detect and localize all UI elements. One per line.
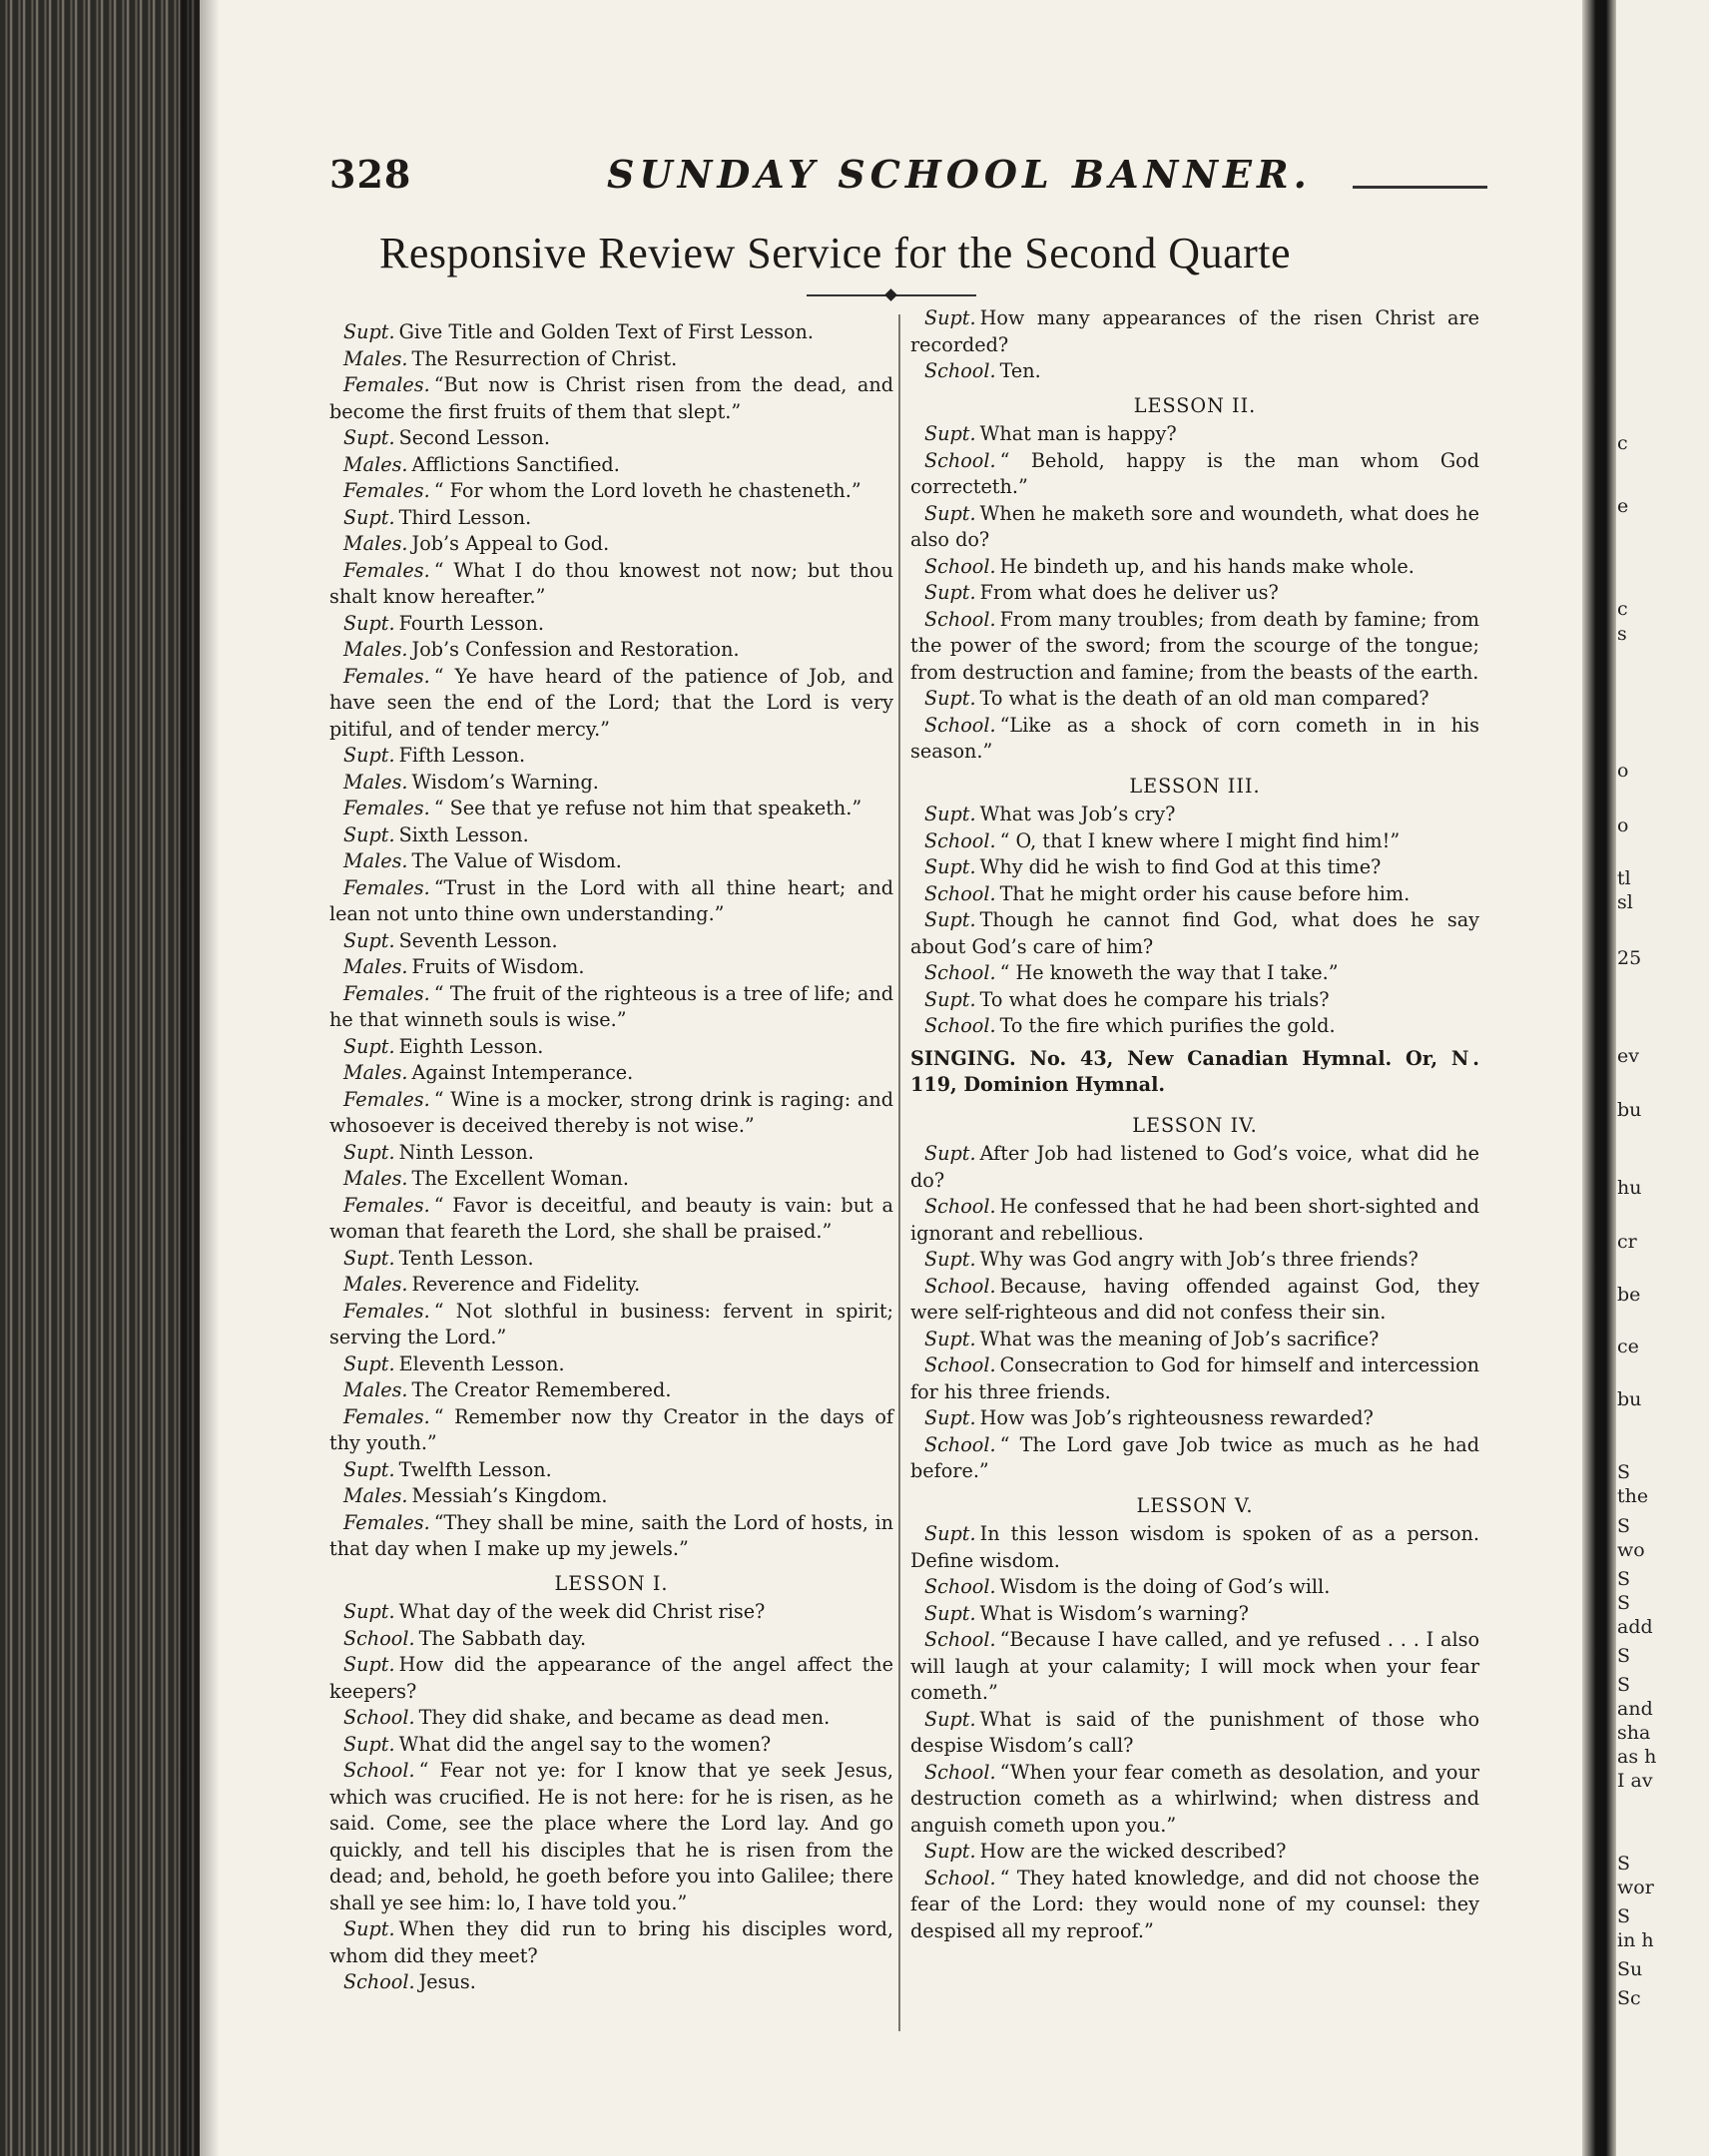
next-page-fragment: e: [1617, 495, 1629, 517]
next-page-fragment: and: [1617, 1698, 1653, 1720]
response-text: Seventh Lesson.: [398, 928, 558, 952]
response-text: “Like as a shock of corn cometh in in his season.”: [910, 713, 1479, 763]
responsive-line: [329, 1652, 893, 1705]
speaker-label: Supt.: [343, 1653, 395, 1676]
responsive-line: [910, 580, 1479, 607]
responsive-line: [910, 987, 1479, 1014]
speaker-label: Supt.: [924, 581, 976, 604]
responsive-line: [329, 452, 893, 479]
next-page-fragment: S: [1617, 1853, 1631, 1875]
response-text: Second Lesson.: [398, 426, 550, 449]
speaker-label: Males.: [343, 770, 408, 794]
responsive-line: [329, 981, 893, 1034]
response-text: “ Wine is a mocker, strong drink is raging: and whosoever is deceived thereby is not wise.”: [329, 1087, 893, 1137]
speaker-label: Supt.: [343, 928, 395, 952]
response-text: “ Ye have heard of the patience of Job, and have seen the end of the Lord; that the Lord is very pitiful, and of tender mercy.”: [329, 664, 893, 741]
speaker-label: Females.: [343, 797, 430, 819]
speaker-label: Supt.: [924, 1327, 976, 1350]
journal-title: SUNDAY SCHOOL BANNER.: [607, 152, 1312, 197]
speaker-label: Supt.: [343, 822, 395, 846]
speaker-label: Supt.: [924, 1601, 976, 1625]
speaker-label: Supt.: [924, 687, 976, 710]
speaker-label: School.: [924, 961, 996, 984]
responsive-line: [910, 1013, 1479, 1040]
lesson-heading: LESSON I.: [554, 1571, 669, 1595]
responsive-line: [329, 1705, 893, 1732]
responsive-line: [329, 954, 893, 981]
next-page-fragment: Su: [1617, 1958, 1643, 1980]
responsive-line: [329, 743, 893, 770]
responsive-line: [910, 305, 1479, 358]
response-text: “ See that ye refuse not him that speaketh.”: [433, 797, 862, 819]
responsive-line: [329, 1034, 893, 1061]
response-text: How are the wicked described?: [979, 1840, 1287, 1863]
response-text: What is said of the punishment of those who despise Wisdom’s call?: [910, 1707, 1479, 1757]
response-text: Jesus.: [418, 1970, 476, 1993]
speaker-label: Supt.: [343, 1732, 395, 1756]
response-text: The Excellent Woman.: [411, 1167, 629, 1190]
next-page-fragment: s: [1617, 623, 1627, 645]
responsive-line: [329, 425, 893, 452]
responsive-line: [329, 1510, 893, 1563]
responsive-line: [910, 448, 1479, 501]
response-text: Job’s Appeal to God.: [411, 532, 610, 555]
speaker-label: School.: [924, 828, 996, 852]
responsive-line: [910, 1274, 1479, 1327]
speaker-label: School.: [924, 359, 996, 382]
column-divider: [898, 314, 900, 2031]
next-page-fragment: wor: [1617, 1877, 1654, 1898]
responsive-line: [329, 1351, 893, 1378]
speaker-label: Supt.: [924, 422, 976, 445]
speaker-label: School.: [924, 448, 996, 472]
speaker-label: School.: [343, 1626, 415, 1650]
next-page-fragment: S: [1617, 1674, 1631, 1696]
speaker-label: Supt.: [924, 306, 976, 329]
speaker-label: Males.: [343, 452, 408, 476]
speaker-label: Females.: [343, 875, 430, 899]
speaker-label: Supt.: [343, 320, 395, 343]
speaker-label: Females.: [343, 1299, 430, 1323]
responsive-line: [910, 1760, 1479, 1840]
speaker-label: School.: [924, 1195, 996, 1218]
speaker-label: Males.: [343, 1273, 408, 1296]
response-text: In this lesson wisdom is spoken of as a person. Define wisdom.: [910, 1522, 1479, 1572]
response-text: “They shall be mine, saith the Lord of hosts, in that day when I make up my jewels.”: [329, 1510, 893, 1560]
responsive-line: [329, 928, 893, 955]
speaker-label: Supt.: [343, 426, 395, 449]
response-text: Give Title and Golden Text of First Lesson.: [398, 320, 815, 343]
speaker-label: Supt.: [924, 1840, 976, 1863]
responsive-line: [329, 637, 893, 664]
speaker-label: Males.: [343, 532, 408, 555]
responsive-line: [910, 1352, 1479, 1405]
speaker-label: Supt.: [343, 1351, 395, 1375]
response-text: What day of the week did Christ rise?: [398, 1600, 766, 1623]
speaker-label: School.: [924, 1760, 996, 1784]
responsive-line: [910, 1574, 1479, 1601]
speaker-label: Supt.: [924, 1142, 976, 1165]
responsive-line: [329, 1060, 893, 1087]
speaker-label: Supt.: [924, 908, 976, 931]
responsive-line: [329, 1087, 893, 1140]
responsive-line: [329, 1483, 893, 1510]
response-text: How was Job’s righteousness rewarded?: [979, 1406, 1374, 1429]
responsive-line: [329, 1457, 893, 1484]
responsive-line: [910, 1247, 1479, 1274]
response-text: Wisdom is the doing of God’s will.: [999, 1575, 1331, 1598]
next-page-fragment: wo: [1617, 1539, 1645, 1561]
responsive-line: [329, 1599, 893, 1626]
speaker-label: School.: [343, 1970, 415, 1993]
response-text: Though he cannot find God, what does he say about God’s care of him?: [910, 908, 1479, 958]
speaker-label: School.: [924, 881, 996, 905]
response-text: Because, having offended against God, they were self-righteous and did not confess their sin.: [910, 1274, 1479, 1324]
response-text: What man is happy?: [979, 422, 1177, 445]
responsive-line: [910, 1601, 1479, 1628]
speaker-label: Females.: [343, 1193, 430, 1217]
speaker-label: Supt.: [343, 505, 395, 529]
next-page-fragment: S: [1617, 1515, 1631, 1537]
title-ornament: [807, 289, 976, 301]
speaker-label: Males.: [343, 955, 408, 978]
response-text: “ Not slothful in business: fervent in spirit; serving the Lord.”: [329, 1299, 893, 1348]
next-page-fragment: as h: [1617, 1746, 1657, 1768]
responsive-line: [329, 796, 893, 822]
left-column: [329, 319, 893, 1996]
book-binding-edge: [0, 0, 200, 2156]
speaker-label: Supt.: [924, 1248, 976, 1271]
next-page-fragment: S: [1617, 1592, 1631, 1614]
responsive-line: [329, 319, 893, 346]
response-text: Ten.: [999, 359, 1041, 382]
next-page-fragment: I av: [1617, 1770, 1653, 1792]
responsive-line: [910, 358, 1479, 385]
responsive-line: [910, 421, 1479, 448]
speaker-label: Males.: [343, 849, 408, 872]
responsive-line: [910, 1432, 1479, 1485]
speaker-label: School.: [924, 1628, 996, 1651]
responsive-line: [329, 1140, 893, 1167]
response-text: From what does he deliver us?: [979, 581, 1279, 604]
speaker-label: Females.: [343, 558, 430, 582]
response-text: “But now is Christ risen from the dead, and become the first fruits of them that slept.”: [329, 373, 893, 423]
singing-note: SINGING. No. 43, New Canadian Hymnal. Or, N . 119, Dominion Hymnal.: [910, 1046, 1479, 1096]
responsive-line: [910, 854, 1479, 881]
speaker-label: Males.: [343, 1484, 408, 1507]
speaker-label: Supt.: [924, 803, 976, 825]
response-text: “ For whom the Lord loveth he chasteneth.”: [433, 479, 861, 502]
response-text: The Creator Remembered.: [411, 1378, 672, 1401]
lesson-heading: LESSON III.: [1129, 774, 1261, 798]
responsive-line: [329, 531, 893, 558]
response-text: To what is the death of an old man compared?: [979, 687, 1429, 710]
speaker-label: Supt.: [343, 1246, 395, 1270]
responsive-line: [329, 1193, 893, 1246]
response-text: What was the meaning of Job’s sacrifice?: [979, 1327, 1380, 1350]
responsive-line: [910, 554, 1479, 581]
responsive-line: [910, 713, 1479, 766]
speaker-label: Supt.: [343, 1140, 395, 1164]
response-text: What is Wisdom’s warning?: [979, 1601, 1249, 1625]
response-text: From many troubles; from death by famine; from the power of the sword; from the scourge of the tongue; from destruction and famine; from the beasts of the earth.: [910, 607, 1479, 684]
speaker-label: School.: [924, 1575, 996, 1598]
speaker-label: School.: [924, 1432, 996, 1456]
responsive-line: [910, 1521, 1479, 1574]
response-text: The Resurrection of Christ.: [411, 346, 678, 370]
response-text: Fruits of Wisdom.: [411, 955, 585, 978]
response-text: Eighth Lesson.: [398, 1034, 544, 1058]
response-text: “ Fear not ye: for I know that ye seek Jesus, which was crucified. He is not here: for he is risen, as he said. Come, see the place where the Lord lay. And go quickly, and tell his disciples that he is risen from the dead; and, behold, he goeth before you into Galilee; there shall ye see him: lo, I have told you.”: [329, 1759, 893, 1914]
response-text: “ They hated knowledge, and did not choose the fear of the Lord: they would none of my counsel: they despised all my reproof.”: [910, 1866, 1479, 1942]
responsive-line: [329, 611, 893, 638]
speaker-label: School.: [924, 1274, 996, 1298]
page-number: 328: [329, 152, 412, 197]
responsive-line: [329, 505, 893, 532]
speaker-label: Supt.: [924, 501, 976, 525]
responsive-line: [329, 1969, 893, 1996]
next-page-fragment: in h: [1617, 1929, 1654, 1951]
response-text: That he might order his cause before him.: [999, 881, 1411, 905]
speaker-label: Supt.: [343, 1600, 395, 1623]
response-text: “Trust in the Lord with all thine heart; and lean not unto thine own understanding.”: [329, 875, 893, 925]
adjacent-page-edge: [1616, 0, 1709, 2156]
lesson-heading: LESSON IV.: [1132, 1113, 1258, 1137]
response-text: What was Job’s cry?: [979, 803, 1176, 825]
next-page-fragment: c: [1617, 598, 1628, 620]
responsive-line: [329, 478, 893, 505]
next-page-fragment: c: [1617, 432, 1628, 454]
page-gutter: [1582, 0, 1616, 2156]
response-text: “ What I do thou knowest not now; but thou shalt know hereafter.”: [329, 558, 893, 608]
speaker-label: Females.: [343, 479, 430, 502]
speaker-label: Supt.: [343, 1457, 395, 1481]
response-text: Job’s Confession and Restoration.: [411, 638, 740, 661]
response-text: Fifth Lesson.: [398, 744, 526, 767]
response-text: Fourth Lesson.: [398, 611, 544, 635]
lesson-heading: LESSON V.: [1136, 1493, 1254, 1517]
response-text: “Because I have called, and ye refused . . . I also will laugh at your calamity; I will mock when your fear cometh.”: [910, 1628, 1479, 1704]
response-text: “ He knoweth the way that I take.”: [999, 961, 1339, 984]
responsive-line: [910, 1707, 1479, 1760]
next-page-fragment: cr: [1617, 1231, 1637, 1253]
response-text: Tenth Lesson.: [398, 1246, 534, 1270]
responsive-line: [329, 770, 893, 797]
response-text: He bindeth up, and his hands make whole.: [999, 554, 1415, 578]
lesson-heading: LESSON II.: [1133, 393, 1257, 417]
responsive-line: [910, 881, 1479, 908]
next-page-fragment: o: [1617, 814, 1629, 836]
speaker-label: Supt.: [343, 1917, 395, 1940]
next-page-fragment: S: [1617, 1645, 1631, 1667]
speaker-label: School.: [924, 1014, 996, 1037]
responsive-line: [329, 1758, 893, 1916]
response-text: How did the appearance of the angel affect the keepers?: [329, 1653, 893, 1703]
speaker-label: Supt.: [343, 744, 395, 767]
response-text: “ The Lord gave Job twice as much as he had before.”: [910, 1432, 1479, 1482]
responsive-line: [910, 1627, 1479, 1707]
responsive-line: [910, 686, 1479, 713]
response-text: Eleventh Lesson.: [398, 1351, 565, 1375]
next-page-fragment: Sc: [1617, 1987, 1641, 2009]
response-text: Afflictions Sanctified.: [411, 452, 620, 476]
page-title: Responsive Review Service for the Second Quarte: [379, 229, 1292, 277]
speaker-label: Supt.: [924, 855, 976, 878]
responsive-line: [329, 875, 893, 928]
response-text: The Value of Wisdom.: [411, 849, 622, 872]
speaker-label: Females.: [343, 981, 430, 1005]
next-page-fragment: S: [1617, 1461, 1631, 1483]
next-page-fragment: 25: [1617, 947, 1642, 969]
speaker-label: Supt.: [924, 1406, 976, 1429]
response-text: Why did he wish to find God at this time?: [979, 855, 1382, 878]
responsive-line: [329, 1272, 893, 1299]
responsive-line: [329, 1404, 893, 1457]
response-text: They did shake, and became as dead men.: [418, 1706, 831, 1729]
response-text: Reverence and Fidelity.: [411, 1273, 641, 1296]
responsive-line: [329, 1246, 893, 1273]
speaker-label: Supt.: [924, 987, 976, 1011]
speaker-label: Males.: [343, 346, 408, 370]
response-text: “When your fear cometh as desolation, and your destruction cometh as a whirlwind; when distress and anguish cometh upon you.”: [910, 1760, 1479, 1837]
responsive-line: [329, 848, 893, 875]
header-rule: [1353, 186, 1487, 189]
responsive-line: [329, 346, 893, 373]
responsive-line: [910, 907, 1479, 960]
responsive-line: [329, 1166, 893, 1193]
right-column: [910, 305, 1479, 1944]
responsive-line: [910, 1327, 1479, 1353]
response-text: The Sabbath day.: [418, 1626, 587, 1650]
response-text: “ Favor is deceitful, and beauty is vain: but a woman that feareth the Lord, she shall be praised.”: [329, 1193, 893, 1243]
response-text: Why was God angry with Job’s three friends?: [979, 1248, 1419, 1271]
speaker-label: Males.: [343, 1378, 408, 1401]
response-text: Wisdom’s Warning.: [411, 770, 599, 794]
speaker-label: Females.: [343, 1087, 430, 1111]
next-page-fragment: be: [1617, 1284, 1641, 1306]
next-page-fragment: the: [1617, 1485, 1649, 1507]
responsive-line: [910, 802, 1479, 828]
responsive-line: [910, 960, 1479, 987]
responsive-line: [329, 372, 893, 425]
speaker-label: School.: [924, 1353, 996, 1376]
response-text: “ The fruit of the righteous is a tree of life; and he that winneth souls is wise.”: [329, 981, 893, 1031]
speaker-label: Females.: [343, 664, 430, 688]
response-text: “ Remember now thy Creator in the days of thy youth.”: [329, 1404, 893, 1454]
response-text: Consecration to God for himself and intercession for his three friends.: [910, 1353, 1479, 1403]
responsive-line: [329, 558, 893, 611]
next-page-fragment: S: [1617, 1568, 1631, 1590]
responsive-line: [329, 1626, 893, 1653]
responsive-line: [910, 828, 1479, 855]
responsive-line: [910, 1405, 1479, 1432]
speaker-label: School.: [924, 607, 996, 631]
next-page-fragment: o: [1617, 760, 1629, 782]
responsive-line: [329, 1732, 893, 1759]
response-text: Messiah’s Kingdom.: [411, 1484, 608, 1507]
next-page-fragment: sl: [1617, 891, 1633, 913]
next-page-fragment: ce: [1617, 1336, 1639, 1357]
speaker-label: School.: [924, 1866, 996, 1889]
next-page-fragment: S: [1617, 1905, 1631, 1927]
next-page-fragment: tl: [1617, 867, 1631, 889]
speaker-label: Supt.: [924, 1707, 976, 1731]
responsive-line: [329, 1916, 893, 1969]
speaker-label: Males.: [343, 638, 408, 661]
response-text: Against Intemperance.: [411, 1061, 634, 1084]
speaker-label: School.: [343, 1759, 415, 1782]
response-text: To what does he compare his trials?: [979, 987, 1330, 1011]
responsive-line: [910, 1866, 1479, 1945]
next-page-fragment: bu: [1617, 1099, 1642, 1121]
next-page-fragment: bu: [1617, 1388, 1642, 1410]
responsive-line: [910, 501, 1479, 554]
next-page-fragment: add: [1617, 1616, 1653, 1638]
speaker-label: School.: [343, 1706, 415, 1729]
responsive-line: [910, 607, 1479, 687]
speaker-label: School.: [924, 713, 996, 737]
speaker-label: Males.: [343, 1061, 408, 1084]
speaker-label: Females.: [343, 373, 430, 396]
next-page-fragment: ev: [1617, 1045, 1639, 1067]
speaker-label: Supt.: [924, 1522, 976, 1545]
response-text: Twelfth Lesson.: [398, 1457, 552, 1481]
speaker-label: Females.: [343, 1510, 430, 1534]
responsive-line: [329, 822, 893, 849]
speaker-label: Males.: [343, 1167, 408, 1190]
response-text: When they did run to bring his disciples word, whom did they meet?: [329, 1917, 893, 1967]
responsive-line: [910, 1141, 1479, 1194]
next-page-fragment: sha: [1617, 1722, 1651, 1744]
responsive-line: [910, 1194, 1479, 1247]
response-text: What did the angel say to the women?: [398, 1732, 772, 1756]
speaker-label: School.: [924, 554, 996, 578]
responsive-line: [329, 664, 893, 744]
response-text: Third Lesson.: [398, 505, 532, 529]
response-text: “ Behold, happy is the man whom God correcteth.”: [910, 448, 1479, 498]
response-text: When he maketh sore and woundeth, what does he also do?: [910, 501, 1479, 551]
speaker-label: Supt.: [343, 1034, 395, 1058]
response-text: He confessed that he had been short-sighted and ignorant and rebellious.: [910, 1195, 1479, 1245]
speaker-label: Supt.: [343, 611, 395, 635]
speaker-label: Females.: [343, 1404, 430, 1428]
responsive-line: [329, 1299, 893, 1351]
running-head: [329, 152, 1457, 202]
next-page-fragment: hu: [1617, 1177, 1642, 1199]
response-text: Ninth Lesson.: [398, 1140, 534, 1164]
responsive-line: [910, 1839, 1479, 1866]
response-text: How many appearances of the risen Christ are recorded?: [910, 306, 1479, 356]
binding-shadow: [180, 0, 220, 2156]
response-text: To the fire which purifies the gold.: [999, 1014, 1336, 1037]
response-text: “ O, that I knew where I might find him!”: [999, 828, 1401, 852]
responsive-line: [329, 1377, 893, 1404]
response-text: Sixth Lesson.: [398, 822, 529, 846]
response-text: After Job had listened to God’s voice, what did he do?: [910, 1142, 1479, 1192]
